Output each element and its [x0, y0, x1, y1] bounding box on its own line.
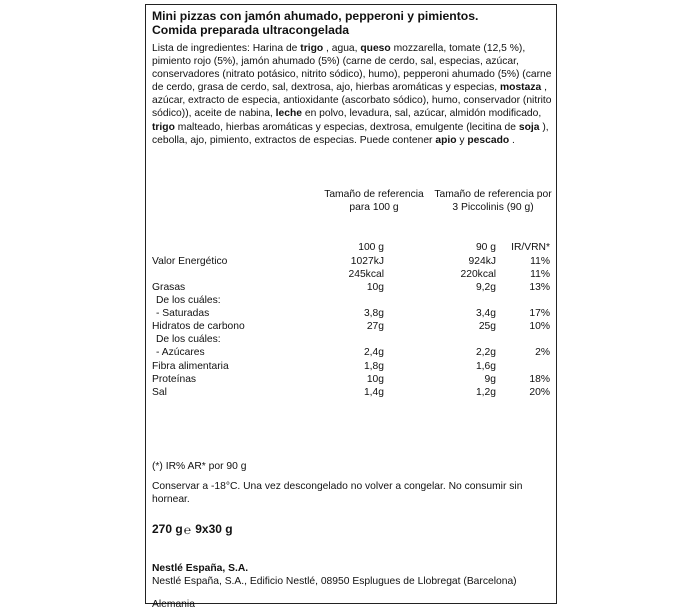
nutrition-row [146, 241, 556, 254]
value-per-portion: 9,2g [475, 282, 496, 293]
allergen: soja [518, 121, 540, 133]
value-per-100g: 10g [366, 374, 384, 385]
allergen: apio [435, 134, 457, 146]
nutrient-name: Grasas [152, 282, 186, 293]
manufacturer-address: Nestlé España, S.A., Edificio Nestlé, 08950 Esplugues de Llobregat (Barcelona) [152, 576, 517, 587]
country-of-origin: Alemania [152, 599, 195, 610]
nutrition-row [146, 386, 556, 399]
value-per-100g: 27g [366, 321, 384, 332]
ingredients-list [152, 42, 552, 147]
value-per-portion: 1,2g [475, 387, 496, 398]
value-per-portion: 1,6g [475, 361, 496, 372]
net-weight [152, 522, 233, 537]
storage-instructions: Conservar a -18°C. Una vez descongelado no volver a congelar. No consumir sin hornear. [152, 481, 523, 505]
reference-intake-percent: 2% [535, 347, 550, 358]
allergen: trigo [152, 121, 175, 133]
ingredient-text: ), cebolla, ajo, pimiento, extractos de especias. Puede contener [152, 121, 549, 146]
allergen: leche [275, 108, 302, 120]
nutrition-row [146, 346, 556, 359]
nutrition-row [146, 281, 556, 294]
nutrition-row [146, 333, 556, 346]
nutrition-row [146, 373, 556, 386]
nutrition-col-portion-header [430, 188, 556, 214]
product-label [145, 4, 557, 610]
nutrient-name: - Saturadas [156, 308, 210, 319]
reference-intake-percent: 13% [529, 282, 550, 293]
unit-count: 9x30 g [195, 522, 233, 536]
value-per-portion: 924kJ [468, 256, 496, 267]
value-per-portion: 3,4g [475, 308, 496, 319]
col-portion-header-line2: 3 Piccolinis (90 g) [452, 202, 534, 213]
footnote: (*) IR% AR* por 90 g [152, 461, 247, 472]
ingredient-text: , agua, [323, 43, 361, 54]
value-per-100g: 1,4g [363, 387, 384, 398]
ingredient-text: , azúcar, extracto de especia, antioxidante (ascorbato sódico), humo, conservador (nitrito sódico)), aceite de nabina, [152, 82, 552, 120]
nutrition-row [146, 294, 556, 307]
product-title-line2: Comida preparada ultracongelada [152, 23, 350, 37]
nutrition-col-100g-header [318, 188, 430, 214]
allergen: mostaza [500, 82, 542, 94]
reference-intake-percent: 20% [529, 387, 550, 398]
reference-intake-percent: 11% [530, 256, 550, 267]
nutrition-row [146, 307, 556, 320]
ingredient-text: Lista de ingredientes: Harina de [152, 43, 301, 54]
value-per-100g: 100 g [358, 242, 384, 253]
value-per-portion: 90 g [475, 242, 496, 253]
value-per-100g: 10g [366, 282, 384, 293]
ingredient-text: mozzarella, tomate (12,5 %), pimiento rojo (5%), jamón ahumado (5%) (carne de cerdo, sal, especias, azúcar, conservadores (nitrato potásico, nitrito sódico), humo), pepperoni ahumado (5%) (carne de cerdo, grasa de cerdo, sal, dextrosa, ajo, hierbas aromáticas y especias, [152, 43, 552, 94]
value-per-100g: 1,8g [363, 361, 384, 372]
value-per-portion: 220kcal [460, 269, 496, 280]
col-portion-header-line1: Tamaño de referencia por [434, 189, 552, 200]
reference-intake-percent: 11% [530, 269, 550, 280]
allergen: pescado [467, 134, 510, 146]
reference-intake-percent: 17% [529, 308, 550, 319]
nutrient-name: Fibra alimentaria [152, 361, 229, 372]
nutrient-name: - Azúcares [156, 347, 205, 358]
ingredient-text: y [456, 134, 468, 146]
nutrient-name: Valor Energético [152, 256, 228, 267]
net-weight-value: 270 g [152, 522, 183, 536]
value-per-100g: 3,8g [363, 308, 384, 319]
estimate-sign-icon: ℮ [183, 522, 191, 537]
reference-intake-percent: 18% [529, 374, 550, 385]
value-per-portion: 2,2g [475, 347, 496, 358]
ingredient-text: en polvo, levadura, sal, azúcar, almidón modificado, [301, 108, 542, 120]
ingredient-text: . [509, 134, 515, 146]
reference-intake-percent: IR/VRN* [511, 242, 550, 253]
value-per-portion: 25g [478, 321, 496, 332]
product-title [152, 9, 478, 37]
nutrition-row [146, 320, 556, 333]
value-per-100g: 1027kJ [350, 256, 384, 267]
reference-intake-percent: 10% [529, 321, 550, 332]
nutrient-name: Sal [152, 387, 167, 398]
nutrition-row [146, 268, 556, 281]
nutrient-name: Proteínas [152, 374, 197, 385]
nutrient-name: De los cuáles: [156, 295, 221, 306]
col-100g-header-line2: para 100 g [349, 202, 399, 213]
product-title-line1: Mini pizzas con jamón ahumado, pepperoni y pimientos. [152, 9, 479, 23]
value-per-100g: 245kcal [348, 269, 384, 280]
nutrition-row [146, 255, 556, 268]
allergen: trigo [300, 43, 324, 54]
nutrient-name: Hidratos de carbono [152, 321, 245, 332]
value-per-portion: 9g [484, 374, 496, 385]
nutrient-name: De los cuáles: [156, 334, 221, 345]
ingredient-text: malteado, hierbas aromáticas y especias, dextrosa, emulgente (lecitina de [174, 121, 519, 133]
allergen: queso [360, 43, 391, 54]
col-100g-header-line1: Tamaño de referencia [324, 189, 424, 200]
manufacturer-name: Nestlé España, S.A. [152, 563, 249, 574]
nutrition-row [146, 360, 556, 373]
value-per-100g: 2,4g [363, 347, 384, 358]
